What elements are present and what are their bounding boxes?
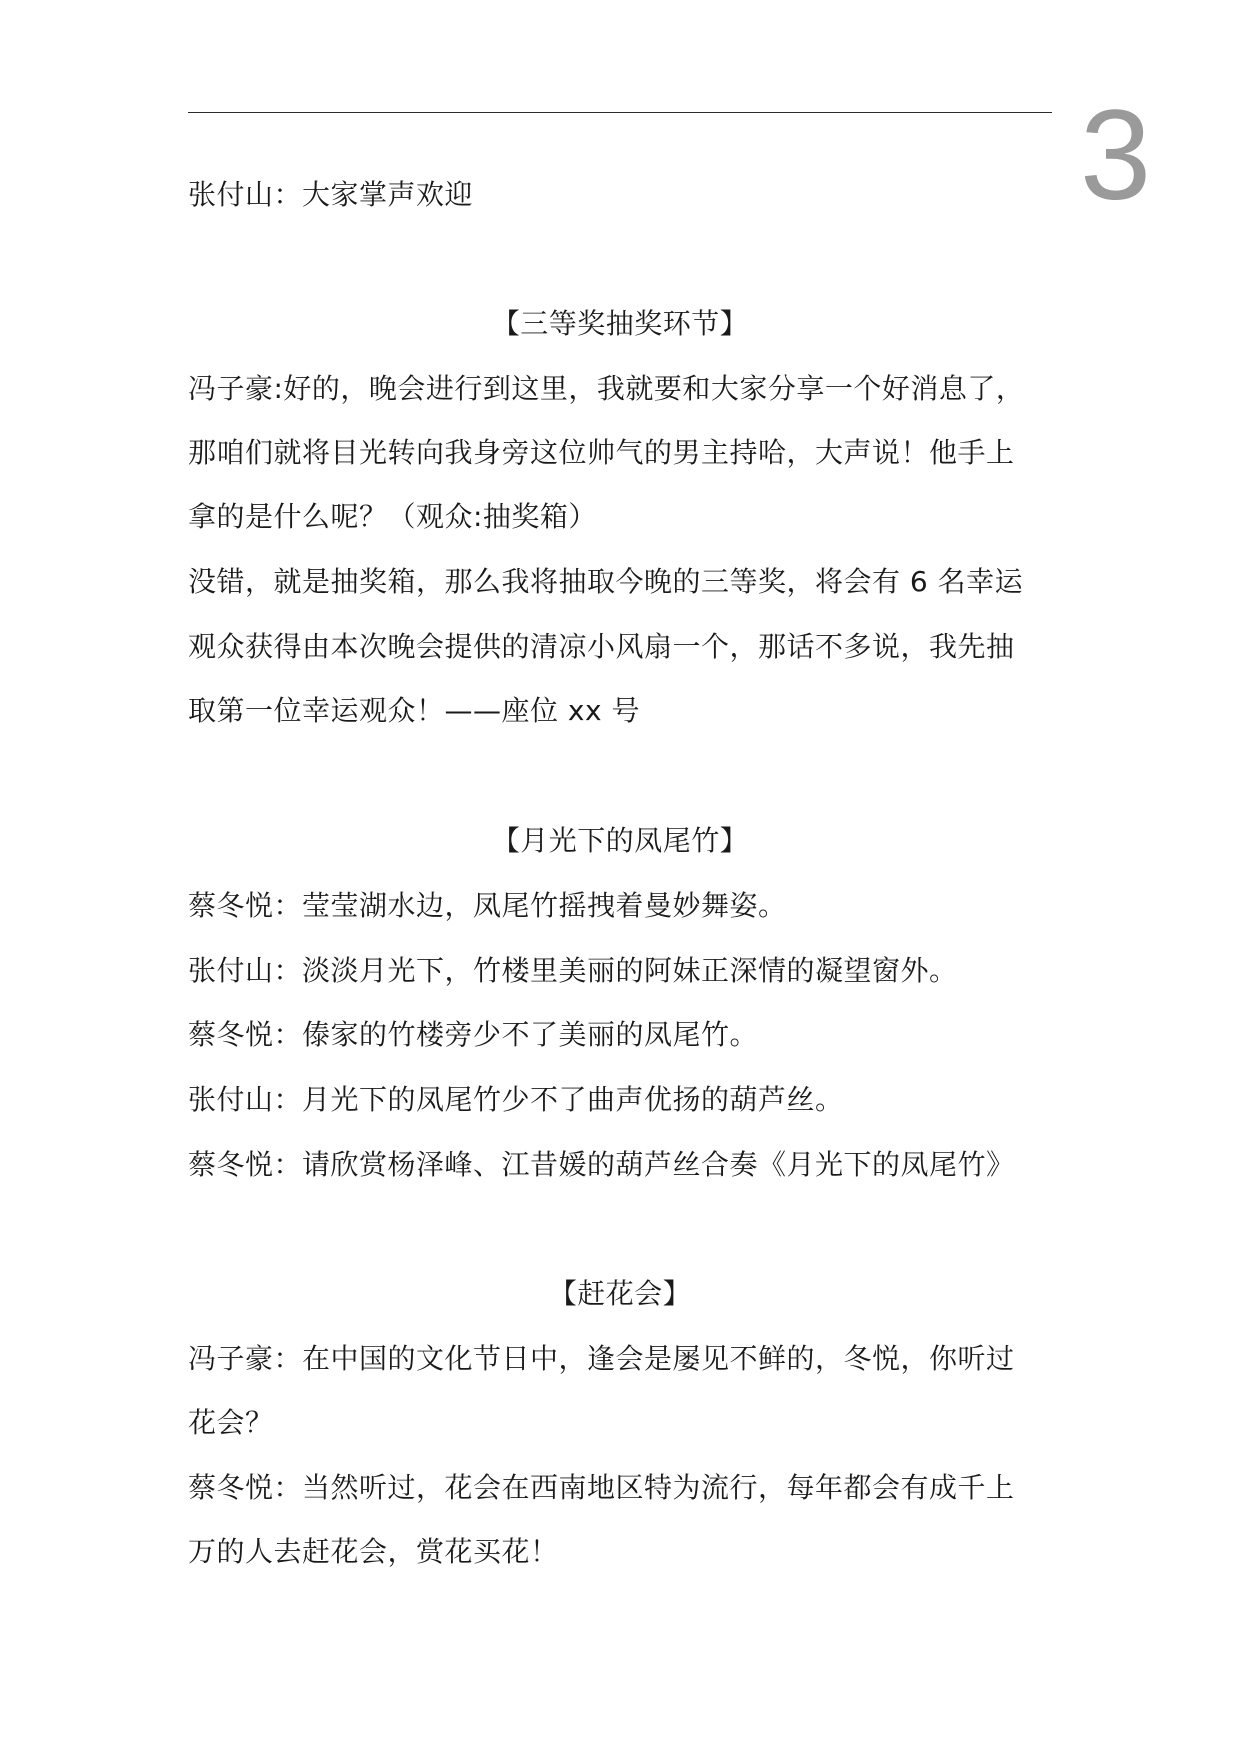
dialogue-line: 那咱们就将目光转向我身旁这位帅气的男主持哈，大声说！他手上 xyxy=(188,436,1015,469)
dialogue-line: 蔡冬悦：莹莹湖水边，凤尾竹摇拽着曼妙舞姿。 xyxy=(188,889,787,922)
dialogue-line: 冯子豪：在中国的文化节日中，逢会是屡见不鲜的，冬悦，你听过 xyxy=(188,1342,1015,1375)
dialogue-line: 冯子豪:好的，晚会进行到这里，我就要和大家分享一个好消息了， xyxy=(188,372,1025,405)
dialogue-line: 拿的是什么呢？（观众:抽奖箱） xyxy=(188,500,597,533)
page-number: 3 xyxy=(1080,84,1152,227)
dialogue-line: 蔡冬悦：傣家的竹楼旁少不了美丽的凤尾竹。 xyxy=(188,1018,759,1051)
dialogue-line: 取第一位幸运观众！——座位 xx 号 xyxy=(188,694,640,727)
dialogue-line: 蔡冬悦：当然听过，花会在西南地区特为流行，每年都会有成千上 xyxy=(188,1471,1015,1504)
section-heading-third-prize: 【三等奖抽奖环节】 xyxy=(491,307,749,340)
dialogue-line: 万的人去赶花会，赏花买花！ xyxy=(188,1535,559,1568)
header-rule xyxy=(188,112,1052,113)
dialogue-line: 花会？ xyxy=(188,1406,274,1439)
dialogue-line: 张付山：淡淡月光下，竹楼里美丽的阿妹正深情的凝望窗外。 xyxy=(188,954,958,987)
section-heading-flower-fair: 【赶花会】 xyxy=(548,1277,692,1310)
section-heading-phoenix-bamboo: 【月光下的凤尾竹】 xyxy=(491,824,749,857)
dialogue-line: 没错，就是抽奖箱，那么我将抽取今晚的三等奖，将会有 6 名幸运 xyxy=(188,565,1024,598)
dialogue-line: 张付山：大家掌声欢迎 xyxy=(188,178,474,211)
dialogue-line: 蔡冬悦：请欣赏杨泽峰、江昔媛的葫芦丝合奏《月光下的凤尾竹》 xyxy=(188,1148,1015,1181)
dialogue-line: 观众获得由本次晚会提供的清凉小风扇一个，那话不多说，我先抽 xyxy=(188,630,1015,663)
dialogue-line: 张付山：月光下的凤尾竹少不了曲声优扬的葫芦丝。 xyxy=(188,1083,844,1116)
